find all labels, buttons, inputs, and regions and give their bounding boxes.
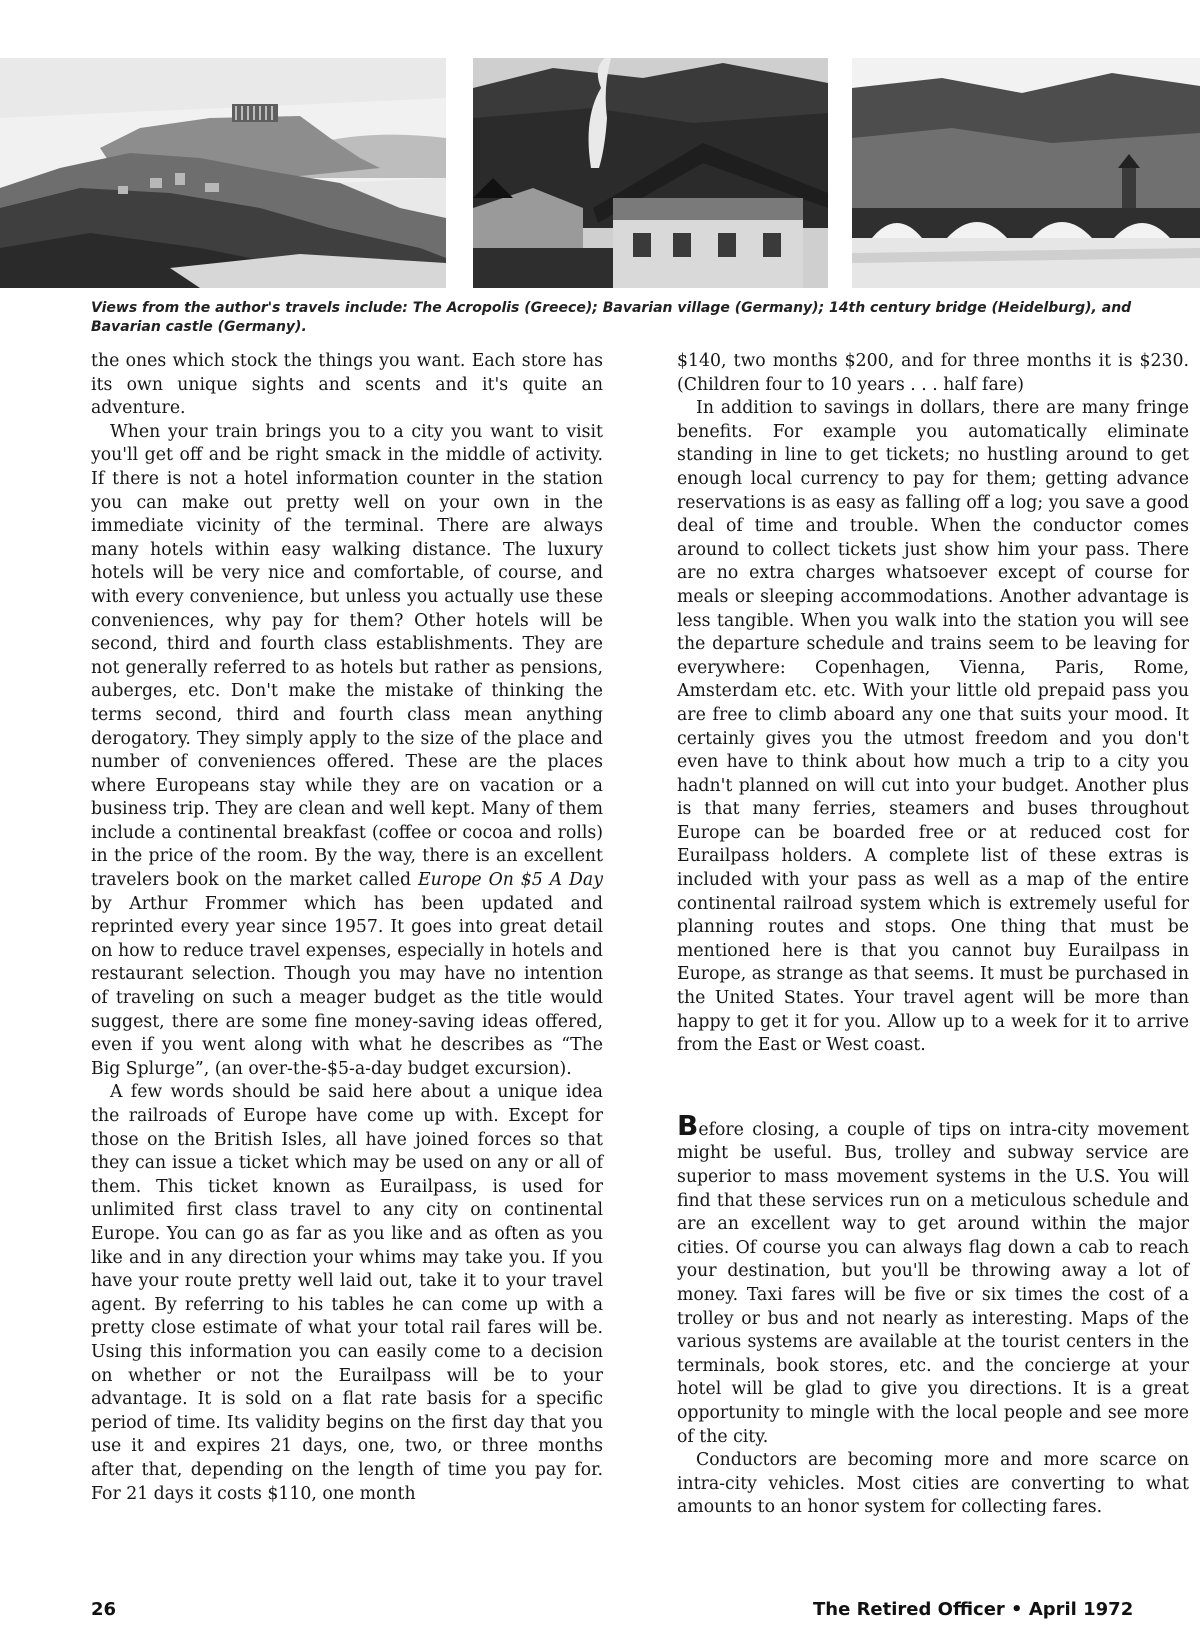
article-column-left: [91, 350, 603, 1506]
photo-bridge: [852, 58, 1200, 288]
photo-acropolis: [0, 58, 446, 288]
paragraph-text: by Arthur Frommer which has been updated and reprinted every year since 1957. It goes into great detail on how to reduce travel expenses, especially in hotels and restaurant selection. Though you may have no intention of traveling on such a meager budget as the title would suggest, there are some fine money-saving ideas offered, even if you went along with what he describes as “The Big Splurge”, (an over-the-$5-a-day budget excursion).: [91, 893, 603, 1079]
paragraph: the ones which stock the things you want. Each store has its own unique sights and scents and it's quite an adventure.: [91, 351, 603, 419]
paragraph: Conductors are becoming more and more scarce on intra-city vehicles. Most cities are converting to what amounts to an honor system for collecting fares.: [677, 1450, 1189, 1518]
book-title: Europe On $5 A Day: [417, 870, 603, 891]
article-column-right: [677, 350, 1189, 1520]
paragraph: [91, 421, 603, 1082]
photo-strip: [0, 58, 1200, 288]
paragraph: A few words should be said here about a unique idea the railroads of Europe have come up with. Except for those on the British Isles, all have joined forces so that they can issue a ticket which may be used on any or all of them. This ticket known as Eurailpass, is used for unlimited first class travel to any city on continental Europe. You can go as far as you like and as often as you like and in any direction your whims may take you. If you have your route pretty well laid out, take it to your travel agent. By referring to his tables he can come up with a pretty close estimate of what your total rail fares will be. Using this information you can easily come to a decision on whether or not the Eurailpass will be to your advantage. It is sold on a flat rate basis for a specific period of time. Its validity begins on the first day that you use it and expires 21 days, one, two, or three months after that, depending on the length of time you pay for. For 21 days it costs $110, one month: [91, 1082, 603, 1504]
journal-issue: The Retired Officer • April 1972: [813, 1599, 1134, 1620]
photo-caption: Views from the author's travels include: The Acropolis (Greece); Bavarian village (Germany); 14th century bridge (Heidelburg), and Bavarian castle (Germany).: [91, 300, 1132, 335]
photo-village: [473, 58, 828, 288]
drop-cap: B: [677, 1108, 699, 1142]
paragraph-text: efore closing, a couple of tips on intra-city movement might be useful. Bus, trolley and subway service are superior to mass movement systems in the U.S. You will find that these services run on a meticulous schedule and are an excellent way to get around within the major cities. Of course you can always flag down a cab to reach your destination, but you'll be throwing away a lot of money. Taxi fares will be five or six times the cost of a trolley or bus and not nearly as interesting. Maps of the various systems are available at the tourist centers in the terminals, book stores, etc. and the concierge at your hotel will be glad to give you directions. It is a great opportunity to mingle with the local people and see more of the city.: [677, 1119, 1189, 1447]
section-break: [677, 1058, 1189, 1116]
page-number: 26: [91, 1599, 117, 1620]
paragraph: In addition to savings in dollars, there are many fringe benefits. For example you automatically eliminate standing in line to get tickets; no hustling around to get enough local currency to pay for them; getting advance reservations is as easy as falling off a log; you save a good deal of time and trouble. When the conductor comes around to collect tickets just show him your pass. There are no extra charges whatsoever except of course for meals or sleeping accommodations. Another advantage is less tangible. When you walk into the station you will see the departure schedule and trains seem to be leaving for everywhere: Copenhagen, Vienna, Paris, Rome, Amsterdam etc. etc. With your little old prepaid pass you are free to climb aboard any one that suits your mood. It certainly gives you the utmost freedom and you don't even have to think about how much a trip to a city you hadn't planned on will cut into your budget. Another plus is that many ferries, steamers and buses throughout Europe can be boarded free or at reduced cost for Eurailpass holders. A complete list of these extras is included with your pass as well as a map of the entire continental railroad system which is extremely useful for planning routes and stops. One thing that must be mentioned here is that you cannot buy Eurailpass in Europe, as strange as that seems. It must be purchased in the United States. Your travel agent will be more than happy to get it for you. Allow up to a week for it to arrive from the East or West coast.: [677, 398, 1189, 1056]
paragraph: $140, two months $200, and for three months it is $230. (Children four to 10 years . . . half fare): [677, 351, 1189, 395]
paragraph-text: When your train brings you to a city you want to visit you'll get off and be right smack in the middle of activity. If there is not a hotel information counter in the station you can make out pretty well on your own in the immediate vicinity of the terminal. There are always many hotels within easy walking distance. The luxury hotels will be very nice and comfortable, of course, and with every convenience, but unless you actually use these conveniences, why pay for them? Other hotels will be second, third and fourth class establishments. They are not generally referred to as hotels but rather as pensions, auberges, etc. Don't make the mistake of thinking the terms second, third and fourth class mean anything derogatory. They simply apply to the size of the place and number of conveniences offered. These are the places where Europeans stay while they are on vacation or a business trip. They are clean and well kept. Many of them include a continental breakfast (coffee or cocoa and rolls) in the price of the room. By the way, there is an excellent travelers book on the market called: [91, 421, 603, 891]
paragraph: [677, 1108, 1189, 1449]
